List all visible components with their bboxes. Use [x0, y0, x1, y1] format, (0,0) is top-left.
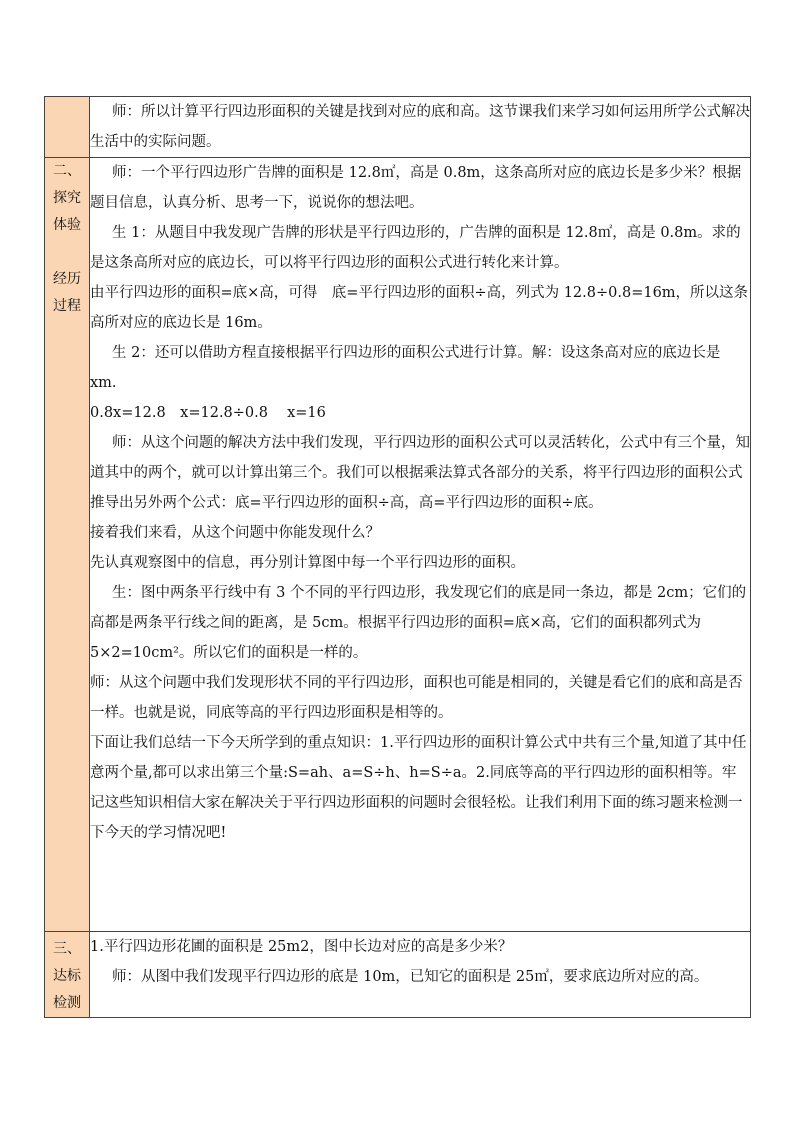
paragraph: 先认真观察图中的信息，再分别计算图中每一个平行四边形的面积。	[90, 555, 525, 571]
exercise-question: 1.平行四边形花圃的面积是 25m2，图中长边对应的高是多少米？	[90, 939, 513, 955]
section-label-cell	[45, 932, 90, 1018]
section-label-cell	[45, 158, 90, 932]
paragraph: 接着我们来看，从这个问题中你能发现什么？	[90, 525, 380, 541]
table-row	[45, 158, 751, 932]
section-label-line: 过程	[53, 298, 81, 314]
paragraph: 下面让我们总结一下今天所学到的重点知识：1.平行四边形的面积计算公式中共有三个量,知道了其中任意两个量,都可以求出第三个量:S=ah、a=S÷h、h=S÷a。2.同底等高的平行四边形的面积相等。牢记这些知识相信大家在解决关于平行四边形面积的问题时会很轻松。让我们利用下面的练习题来检测一下今天的学习情况吧!	[90, 735, 747, 841]
paragraph: 师：从图中我们发现平行四边形的底是 10m，已知它的面积是 25㎡，要求底边所对应的高。	[112, 969, 709, 985]
paragraph: 师：一个平行四边形广告牌的面积是 12.8㎡，高是 0.8m，这条高所对应的底边长是多少米？根据题目信息，认真分析、思考一下，说说你的想法吧。	[90, 165, 742, 211]
section-label-cell	[45, 97, 90, 158]
paragraph: 师：所以计算平行四边形面积的关键是找到对应的底和高。这节课我们来学习如何运用所学公式解决生活中的实际问题。	[90, 104, 750, 150]
section-content-cell	[90, 932, 751, 1018]
section-label-line: 二、	[53, 163, 81, 179]
paragraph: 由平行四边形的面积=底×高，可得 底=平行四边形的面积÷高，列式为 12.8÷0.8=16m，所以这条高所对应的底边长是 16m。	[90, 285, 749, 331]
table-row	[45, 97, 751, 158]
section-label-spacer	[45, 239, 89, 266]
section-label-line: 达标	[53, 968, 81, 984]
paragraph: 师：从这个问题中我们发现形状不同的平行四边形，面积也可能是相同的，关键是看它们的底和高是否一样。也就是说，同底等高的平行四边形面积是相等的。	[90, 675, 743, 721]
lesson-plan-table	[44, 96, 751, 1018]
section-content-cell	[90, 97, 751, 158]
section-content-cell	[90, 158, 751, 932]
table-row	[45, 932, 751, 1018]
paragraph: 生 1：从题目中我发现广告牌的形状是平行四边形的，广告牌的面积是 12.8㎡，高是 0.8m。求的是这条高所对应的底边长，可以将平行四边形的面积公式进行转化来计算。	[90, 225, 741, 271]
section-label-line: 检测	[53, 995, 81, 1011]
paragraph: 生 2：还可以借助方程直接根据平行四边形的面积公式进行计算。解：设这条高对应的底边长是 xm.	[90, 345, 721, 391]
paragraph: 师：从这个问题的解决方法中我们发现，平行四边形的面积公式可以灵活转化，公式中有三个量，知道其中的两个，就可以计算出第三个。我们可以根据乘法算式各部分的关系，将平行四边形的面积公式推导出另外两个公式：底=平行四边形的面积÷高，高=平行四边形的面积÷底。	[90, 435, 750, 511]
section-label-line: 体验	[53, 217, 81, 233]
section-label-line: 三、	[53, 941, 81, 957]
equation-line: 0.8x=12.8 x=12.8÷0.8 x=16	[90, 405, 326, 421]
paragraph: 生：图中两条平行线中有 3 个不同的平行四边形，我发现它们的底是同一条边，都是 2cm；它们的高都是两条平行线之间的距离，是 5cm。根据平行四边形的面积=底×高，它们的面积都列式为 5×2=10cm²。所以它们的面积是一样的。	[90, 585, 747, 661]
section-label-line: 经历	[53, 271, 81, 287]
section-label-line: 探究	[53, 190, 81, 206]
